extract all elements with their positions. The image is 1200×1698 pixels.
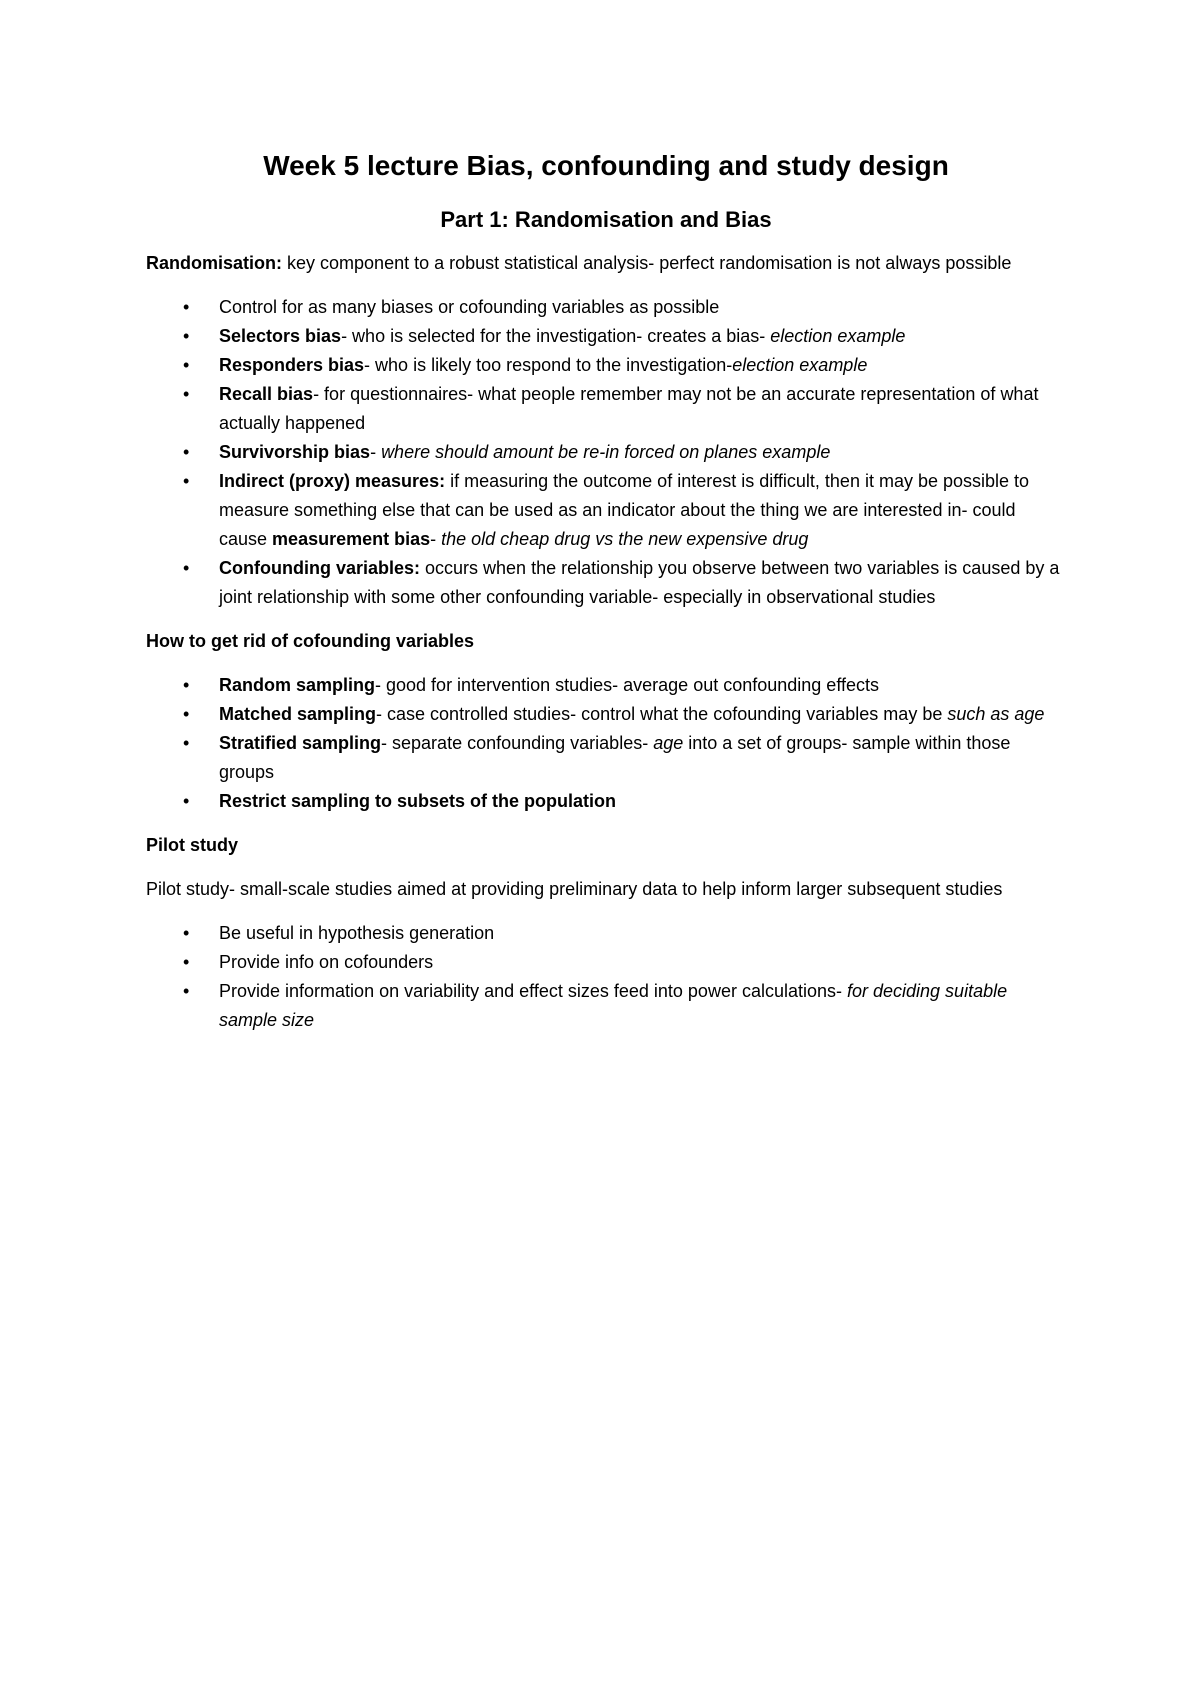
list-item: • Selectors bias- who is selected for the investigation- creates a bias- election example	[146, 322, 1066, 351]
randomisation-term: Randomisation:	[146, 252, 283, 273]
pilot-heading: Pilot study	[146, 834, 239, 855]
bullet-icon: •	[183, 441, 190, 462]
list-item: • Control for as many biases or cofounding variables as possible	[146, 293, 1066, 322]
bullet-icon: •	[183, 383, 190, 404]
cofounding-heading: How to get rid of cofounding variables	[146, 630, 475, 651]
document-content	[146, 148, 1066, 1050]
bullet-icon: •	[183, 951, 190, 972]
list-item: • Responders bias- who is likely too respond to the investigation-election example	[146, 351, 1066, 380]
pilot-intro: Pilot study- small-scale studies aimed at providing preliminary data to help inform larger subsequent studies	[146, 878, 1003, 899]
list-item: • Confounding variables: occurs when the relationship you observe between two variables is caused by a joint relationship with some other confounding variable- especially in observational studies	[146, 554, 1066, 612]
pilot-list	[146, 919, 1066, 1035]
list-item: • Matched sampling- case controlled studies- control what the cofounding variables may be such as age	[146, 700, 1066, 729]
list-item: • Be useful in hypothesis generation	[146, 919, 1066, 948]
list-item: • Random sampling- good for intervention studies- average out confounding effects	[146, 671, 1066, 700]
list-item: • Provide info on cofounders	[146, 948, 1066, 977]
bias-list	[146, 293, 1066, 612]
bullet-icon: •	[183, 325, 190, 346]
randomisation-intro	[146, 249, 1066, 278]
part1-heading: Part 1: Randomisation and Bias	[440, 207, 772, 233]
bullet-icon: •	[183, 732, 190, 753]
bullet-icon: •	[183, 557, 190, 578]
cofounding-list	[146, 671, 1066, 816]
document-title: Week 5 lecture Bias, confounding and study design	[263, 150, 949, 181]
bullet-icon: •	[183, 980, 190, 1001]
bullet-icon: •	[183, 470, 190, 491]
bullet-icon: •	[183, 922, 190, 943]
bullet-icon: •	[183, 790, 190, 811]
list-item: • Stratified sampling- separate confounding variables- age into a set of groups- sample within those groups	[146, 729, 1066, 787]
list-item: • Indirect (proxy) measures: if measuring the outcome of interest is difficult, then it may be possible to measure something else that can be used as an indicator about the thing we are interested in- could cause measurement bias- the old cheap drug vs the new expensive drug	[146, 467, 1066, 554]
list-item: • Recall bias- for questionnaires- what people remember may not be an accurate representation of what actually happened	[146, 380, 1066, 438]
list-item: • Restrict sampling to subsets of the population	[146, 787, 1066, 816]
bullet-icon: •	[183, 674, 190, 695]
bullet-icon: •	[183, 703, 190, 724]
bullet-icon: •	[183, 296, 190, 317]
randomisation-text: key component to a robust statistical analysis- perfect randomisation is not always possible	[282, 252, 1012, 273]
list-item: • Provide information on variability and effect sizes feed into power calculations- for deciding suitable sample size	[146, 977, 1066, 1035]
bullet-icon: •	[183, 354, 190, 375]
list-item: • Survivorship bias- where should amount be re-in forced on planes example	[146, 438, 1066, 467]
